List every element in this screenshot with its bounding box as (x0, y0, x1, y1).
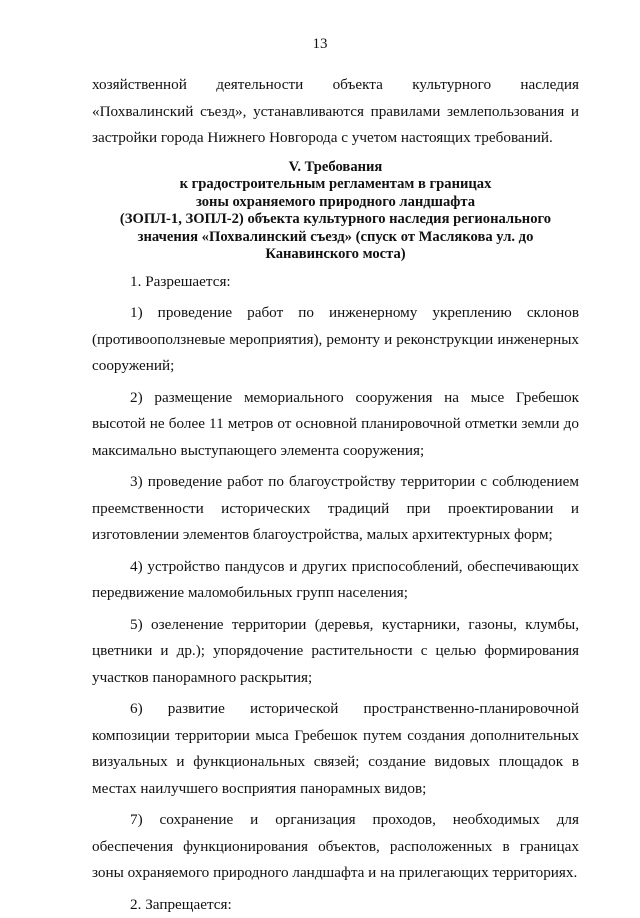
section-label-prohibited: 2. Запрещается: (92, 892, 579, 918)
heading-line: зоны охраняемого природного ландшафта (92, 194, 579, 212)
document-body (92, 72, 579, 918)
list-item: 3) проведение работ по благоустройству территории с соблюдением преемственности исторических традиций при проектировании и изготовлении элементов благоустройства, малых архитектурных форм; (92, 469, 579, 549)
list-item: 6) развитие исторической пространственно-планировочной композиции территории мыса Гребешок путем создания дополнительных визуальных и функциональных связей; создание видовых площадок в местах наилучшего восприятия панорамных видов; (92, 696, 579, 802)
heading-line: V. Требования (92, 159, 579, 177)
intro-paragraph: хозяйственной деятельности объекта культурного наследия «Похвалинский съезд», устанавливаются правилами землепользования и застройки города Нижнего Новгорода с учетом настоящих требований. (92, 72, 579, 152)
heading-line: (ЗОПЛ-1, ЗОПЛ-2) объекта культурного наследия регионального (92, 211, 579, 229)
list-item: 2) размещение мемориального сооружения на мысе Гребешок высотой не более 11 метров от основной планировочной отметки земли до максимально выступающего элемента сооружения; (92, 385, 579, 465)
heading-line: значения «Похвалинский съезд» (спуск от Маслякова ул. до (92, 229, 579, 247)
section-heading (92, 159, 579, 264)
list-item: 1) проведение работ по инженерному укреплению склонов (противооползневые мероприятия), ремонту и реконструкции инженерных сооружений; (92, 300, 579, 380)
list-item: 7) сохранение и организация проходов, необходимых для обеспечения функционирования объектов, расположенных в границах зоны охраняемого природного ландшафта и на прилегающих территориях. (92, 807, 579, 887)
heading-line: к градостроительным регламентам в границах (92, 176, 579, 194)
section-label-allowed: 1. Разрешается: (92, 269, 579, 296)
list-item: 4) устройство пандусов и других приспособлений, обеспечивающих передвижение маломобильных групп населения; (92, 554, 579, 607)
page-number: 13 (0, 36, 640, 53)
heading-line: Канавинского моста) (92, 246, 579, 264)
list-item: 5) озеленение территории (деревья, кустарники, газоны, клумбы, цветники и др.); упорядочение растительности с целью формирования участков панорамного раскрытия; (92, 612, 579, 692)
